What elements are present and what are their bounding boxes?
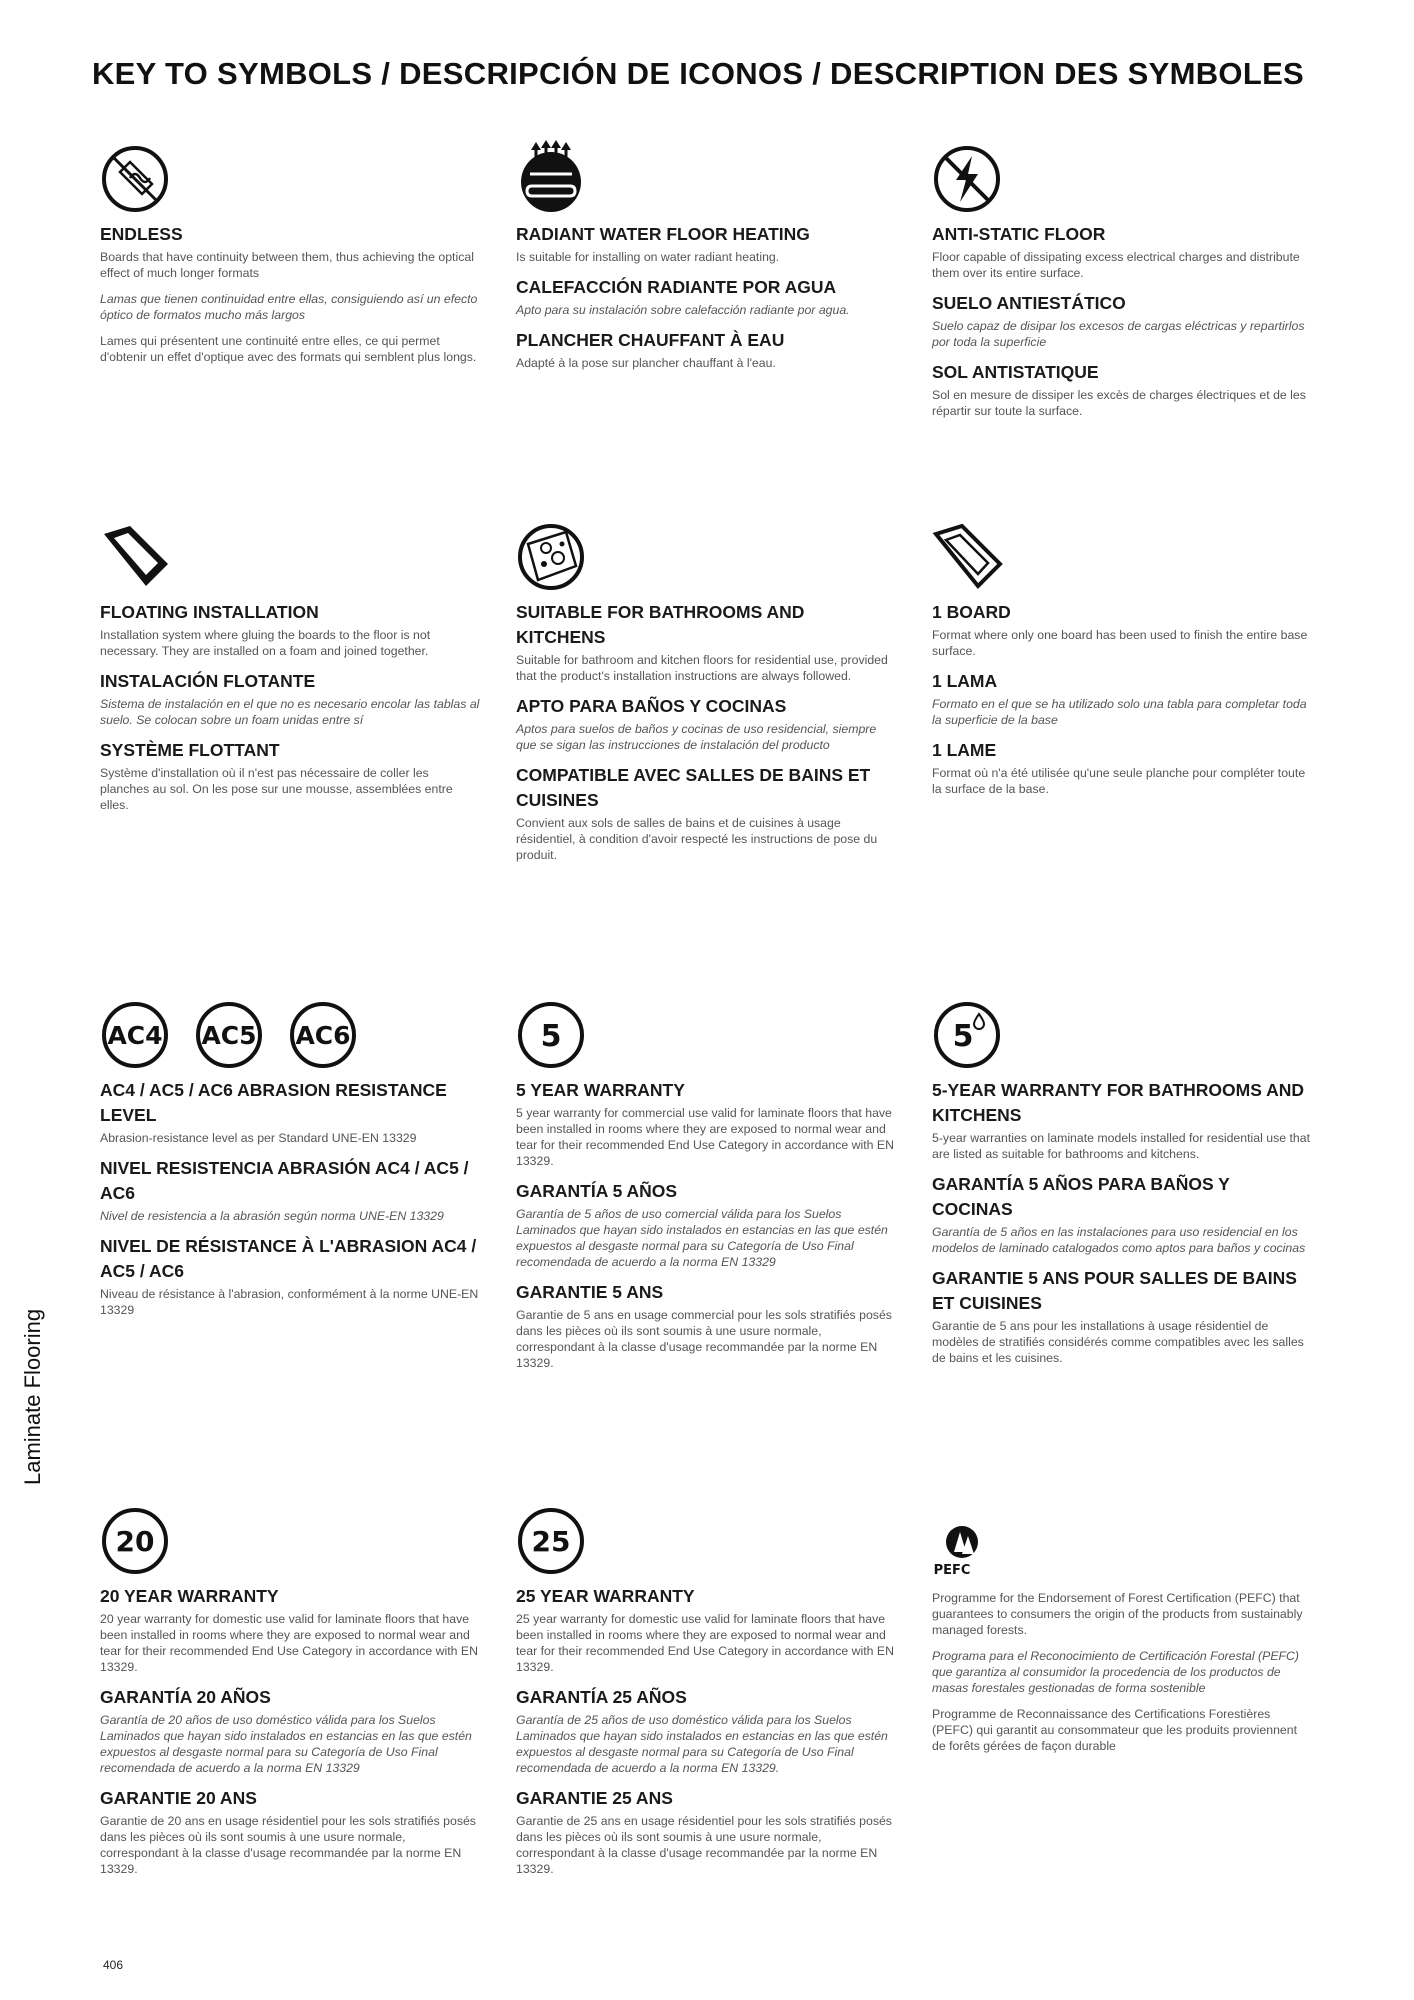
- text-fr: Convient aux sols de salles de bains et de cuisines à usage résidentiel, à condition d'avoir respecté les instructions de pose du produit.: [516, 816, 878, 862]
- heading-es: NIVEL RESISTENCIA ABRASIÓN AC4 / AC5 / AC6: [100, 1158, 469, 1203]
- warranty-20-icon: [100, 1506, 170, 1576]
- symbol-endless: [100, 140, 480, 375]
- text-fr: Garantie de 5 ans en usage commercial pour les sols stratifiés posés dans les pièces où ils sont soumis à une usure normale, correspondant à la classe d'usage recommandée par la norme EN 13329.: [516, 1308, 892, 1370]
- symbol-pefc: [932, 1502, 1312, 1764]
- heading-fr: GARANTIE 5 ANS: [516, 1282, 664, 1302]
- heading-en: 5 YEAR WARRANTY: [516, 1080, 685, 1100]
- symbol-bathrooms-kitchens: [516, 518, 896, 873]
- text-fr: Sol en mesure de dissiper les excès de charges électriques et de les répartir sur toute la surface.: [932, 388, 1306, 418]
- text-es: Suelo capaz de disipar los excesos de cargas eléctricas y repartirlos por toda la superficie: [932, 319, 1305, 349]
- symbol-25-year-warranty: [516, 1502, 896, 1887]
- endless-icon: [100, 144, 170, 214]
- heading-en: ANTI-STATIC FLOOR: [932, 224, 1106, 244]
- heading-fr: GARANTIE 20 ANS: [100, 1788, 257, 1808]
- ac5-badge-icon: [194, 1000, 264, 1070]
- text-es: Formato en el que se ha utilizado solo una tabla para completar toda la superficie de la base: [932, 697, 1307, 727]
- heading-fr: COMPATIBLE AVEC SALLES DE BAINS ET CUISINES: [516, 765, 871, 810]
- heading-fr: 1 LAME: [932, 740, 997, 760]
- pefc-logo-icon: [932, 1522, 992, 1582]
- text-en: Format where only one board has been used to finish the entire base surface.: [932, 628, 1308, 658]
- text-en: Boards that have continuity between them, thus achieving the optical effect of much longer formats: [100, 250, 474, 280]
- text-fr: Niveau de résistance à l'abrasion, conformément à la norme UNE-EN 13329: [100, 1287, 479, 1317]
- ac6-label: AC6: [295, 1021, 351, 1050]
- ac4-label: AC4: [107, 1021, 163, 1050]
- heading-fr: GARANTIE 25 ANS: [516, 1788, 673, 1808]
- text-en: 20 year warranty for domestic use valid for laminate floors that have been installed in rooms where they are exposed to normal wear and tear for their recommended End Use Category in accordance with EN 13329.: [100, 1612, 478, 1674]
- radiant-heating-icon: [516, 140, 586, 214]
- text-es: Lamas que tienen continuidad entre ellas, consiguiendo así un efecto óptico de formatos mucho más largos: [100, 292, 478, 322]
- symbol-5-year-bath-warranty: [932, 996, 1312, 1376]
- text-fr: Format où n'a été utilisée qu'une seule planche pour compléter toute la surface de la base.: [932, 766, 1306, 796]
- text-en: Abrasion-resistance level as per Standard UNE-EN 13329: [100, 1131, 417, 1145]
- text-en: Suitable for bathroom and kitchen floors for residential use, provided that the product's installation instructions are always followed.: [516, 653, 888, 683]
- ac6-badge-icon: [288, 1000, 358, 1070]
- text-en: Floor capable of dissipating excess electrical charges and distribute them over its entire surface.: [932, 250, 1300, 280]
- warranty-25-icon: [516, 1506, 586, 1576]
- text-fr: Système d'installation où il n'est pas nécessaire de coller les planches au sol. On les pose sur une mousse, assemblées entre elles.: [100, 766, 453, 812]
- heading-es: APTO PARA BAÑOS Y COCINAS: [516, 696, 787, 716]
- text-es: Sistema de instalación en el que no es necesario encolar las tablas al suelo. Se colocan sobre un foam unidas entre sí: [100, 697, 480, 727]
- heading-en: AC4 / AC5 / AC6 ABRASION RESISTANCE LEVEL: [100, 1080, 447, 1125]
- heading-fr: PLANCHER CHAUFFANT À EAU: [516, 330, 785, 350]
- heading-es: GARANTÍA 25 AÑOS: [516, 1687, 687, 1707]
- text-en: 5 year warranty for commercial use valid for laminate floors that have been installed in rooms where they are exposed to normal wear and tear for their recommended End Use Category in accordance with EN 13329.: [516, 1106, 894, 1168]
- warranty-25-label: 25: [531, 1525, 571, 1558]
- heading-es: GARANTÍA 20 AÑOS: [100, 1687, 271, 1707]
- heading-en: FLOATING INSTALLATION: [100, 602, 319, 622]
- text-en: Installation system where gluing the boards to the floor is not necessary. They are installed on a foam and joined together.: [100, 628, 431, 658]
- page-number: 406: [103, 1958, 124, 1972]
- warranty-5-icon: [516, 1000, 586, 1070]
- side-section-label: Laminate Flooring: [20, 1308, 45, 1485]
- heading-en: SUITABLE FOR BATHROOMS AND KITCHENS: [516, 602, 805, 647]
- text-es: Garantía de 5 años de uso comercial válida para los Suelos Laminados que hayan sido instalados en estancias en las que estén expuestos al desgaste normal para su Categoría de Uso Final recomendada de acuerdo a la norma EN 13329: [516, 1207, 888, 1269]
- ac4-badge-icon: [100, 1000, 170, 1070]
- text-fr: Adapté à la pose sur plancher chauffant à l'eau.: [516, 356, 776, 370]
- heading-en: ENDLESS: [100, 224, 183, 244]
- text-en: 5-year warranties on laminate models installed for residential use that are listed as suitable for bathrooms and kitchens.: [932, 1131, 1310, 1161]
- heading-es: SUELO ANTIESTÁTICO: [932, 293, 1126, 313]
- anti-static-icon: [932, 144, 1002, 214]
- symbol-floating-installation: [100, 518, 480, 823]
- heading-en: 1 BOARD: [932, 602, 1011, 622]
- heading-en: 5-YEAR WARRANTY FOR BATHROOMS AND KITCHENS: [932, 1080, 1305, 1125]
- pefc-label: PEFC: [933, 1563, 971, 1578]
- symbol-abrasion-resistance: [100, 996, 480, 1328]
- text-es: Garantía de 25 años de uso doméstico válida para los Suelos Laminados que hayan sido instalados en estancias en las que estén expuestos al desgaste normal para su Categoría de Uso Final recomendada de acuerdo a la norma EN 13329.: [516, 1713, 888, 1775]
- text-fr: Garantie de 25 ans en usage résidentiel pour les sols stratifiés posés dans les pièces où ils sont soumis à une usure normale, correspondant à la classe d'usage recommandée par la norme EN 13329.: [516, 1814, 892, 1876]
- text-fr: Garantie de 5 ans pour les installations à usage résidentiel de modèles de stratifiés considérés comme compatibles avec les salles de bains et les cuisines.: [932, 1319, 1304, 1365]
- warranty-20-label: 20: [115, 1525, 155, 1558]
- heading-fr: SOL ANTISTATIQUE: [932, 362, 1099, 382]
- symbol-anti-static: [932, 140, 1312, 429]
- symbol-20-year-warranty: [100, 1502, 480, 1887]
- symbol-one-board: [932, 518, 1312, 807]
- floating-installation-icon: [100, 520, 172, 592]
- page-title: KEY TO SYMBOLS / DESCRIPCIÓN DE ICONOS / DESCRIPTION DES SYMBOLES: [92, 56, 1305, 91]
- warranty-5-bath-label: 5: [952, 1019, 974, 1054]
- heading-fr: NIVEL DE RÉSISTANCE À L'ABRASION AC4 / AC5 / AC6: [100, 1236, 477, 1281]
- text-es: Nivel de resistencia a la abrasión según norma UNE-EN 13329: [100, 1209, 444, 1223]
- warranty-5-water-drop-icon: [932, 1000, 1002, 1070]
- heading-es: CALEFACCIÓN RADIANTE POR AGUA: [516, 277, 837, 297]
- text-es: Garantía de 20 años de uso doméstico válida para los Suelos Laminados que hayan sido instalados en estancias en las que estén expuestos al desgaste normal para su Categoría de Uso Final recomendada de acuerdo a la norma EN 13329: [100, 1713, 472, 1775]
- one-board-icon: [932, 520, 1004, 592]
- text-en: Programme for the Endorsement of Forest Certification (PEFC) that guarantees to consumers the origin of the products from sustainably managed forests.: [932, 1591, 1303, 1637]
- text-fr: Programme de Reconnaissance des Certifications Forestières (PEFC) qui garantit au consommateur que les produits proviennent de forêts gérées de façon durable: [932, 1707, 1297, 1753]
- heading-es: GARANTÍA 5 AÑOS: [516, 1181, 678, 1201]
- text-es: Apto para su instalación sobre calefacción radiante por agua.: [516, 303, 850, 317]
- heading-en: 25 YEAR WARRANTY: [516, 1586, 695, 1606]
- heading-en: 20 YEAR WARRANTY: [100, 1586, 279, 1606]
- heading-es: GARANTÍA 5 AÑOS PARA BAÑOS Y COCINAS: [932, 1174, 1230, 1219]
- heading-fr: GARANTIE 5 ANS POUR SALLES DE BAINS ET CUISINES: [932, 1268, 1297, 1313]
- text-en: 25 year warranty for domestic use valid for laminate floors that have been installed in rooms where they are exposed to normal wear and tear for their recommended End Use Category in accordance with EN 13329.: [516, 1612, 894, 1674]
- heading-fr: SYSTÈME FLOTTANT: [100, 740, 280, 760]
- warranty-5-label: 5: [540, 1019, 562, 1054]
- text-es: Garantía de 5 años en las instalaciones para uso residencial en los modelos de laminado catalogados como aptos para baños y cocinas: [932, 1225, 1306, 1255]
- ac5-label: AC5: [201, 1021, 257, 1050]
- symbol-radiant-heating: [516, 140, 896, 381]
- text-es: Aptos para suelos de baños y cocinas de uso residencial, siempre que se sigan las instrucciones de instalación del producto: [516, 722, 877, 752]
- heading-en: RADIANT WATER FLOOR HEATING: [516, 224, 810, 244]
- text-fr: Garantie de 20 ans en usage résidentiel pour les sols stratifiés posés dans les pièces où ils sont soumis à une usure normale, correspondant à la classe d'usage recommandée par la norme EN 13329.: [100, 1814, 476, 1876]
- symbol-5-year-warranty: [516, 996, 896, 1381]
- text-en: Is suitable for installing on water radiant heating.: [516, 250, 780, 264]
- bathroom-kitchen-icon: [516, 522, 586, 592]
- text-fr: Lames qui présentent une continuité entre elles, ce qui permet d'obtenir un effet d'optique avec des formats qui semblent plus longs.: [100, 334, 477, 364]
- heading-es: 1 LAMA: [932, 671, 998, 691]
- heading-es: INSTALACIÓN FLOTANTE: [100, 671, 316, 691]
- text-es: Programa para el Reconocimiento de Certificación Forestal (PEFC) que garantiza al consumidor la procedencia de los productos de masas forestales gestionadas de forma sostenible: [932, 1649, 1300, 1695]
